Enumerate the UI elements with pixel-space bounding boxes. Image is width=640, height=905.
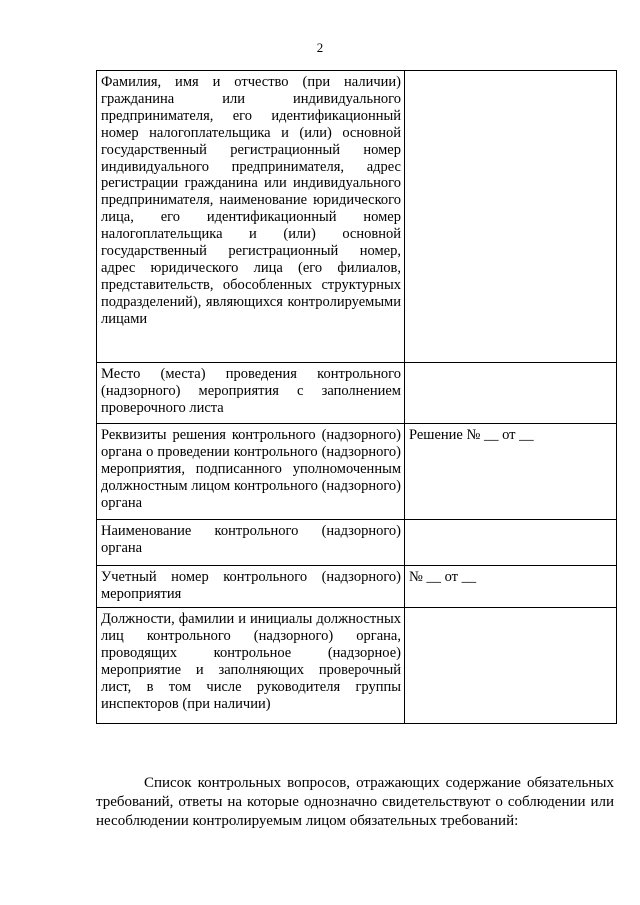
table-row [97,71,617,363]
table-row [97,424,617,520]
table-row [97,363,617,424]
field-label: Место (места) проведения контрольного (надзорного) мероприятия с заполнением проверочного листа [97,363,405,424]
decision-reference: Решение № __ от __ [405,424,617,520]
field-label: Реквизиты решения контрольного (надзорного) органа о проведении контрольного (надзорного) мероприятия, подписанного уполномоченным должностным лицом контрольного (надзорного) органа [97,424,405,520]
table-row [97,520,617,566]
table-row [97,566,617,608]
field-label: Должности, фамилии и инициалы должностных лиц контрольного (надзорного) органа, проводящих контрольное (надзорное) мероприятие и заполняющих проверочный лист, в том числе руководителя группы инспекторов (при наличии) [97,608,405,724]
field-value [405,363,617,424]
field-value [405,608,617,724]
field-value [405,520,617,566]
registration-number: № __ от __ [405,566,617,608]
page-number: 2 [316,40,324,55]
field-label: Учетный номер контрольного (надзорного) мероприятия [97,566,405,608]
inspection-details-table [96,70,617,724]
checklist-intro-paragraph: Список контрольных вопросов, отражающих содержание обязательных требований, ответы на которые однозначно свидетельствуют о соблюдении или несоблюдении контролируемым лицом обязательных требований: [96,775,614,829]
field-label: Наименование контрольного (надзорного) органа [97,520,405,566]
field-label: Фамилия, имя и отчество (при наличии) гражданина или индивидуального предпринимателя, его идентификационный номер налогоплательщика и (или) основной государственный регистрационный номер индивидуального предпринимателя, адрес регистрации гражданина или индивидуального предпринимателя, наименование юридического лица, его идентификационный номер налогоплательщика и (или) основной государственный регистрационный номер, адрес юридического лица (его филиалов, представительств, обособленных структурных подразделений), являющихся контролируемыми лицами [97,71,405,363]
field-value [405,71,617,363]
table-row [97,608,617,724]
